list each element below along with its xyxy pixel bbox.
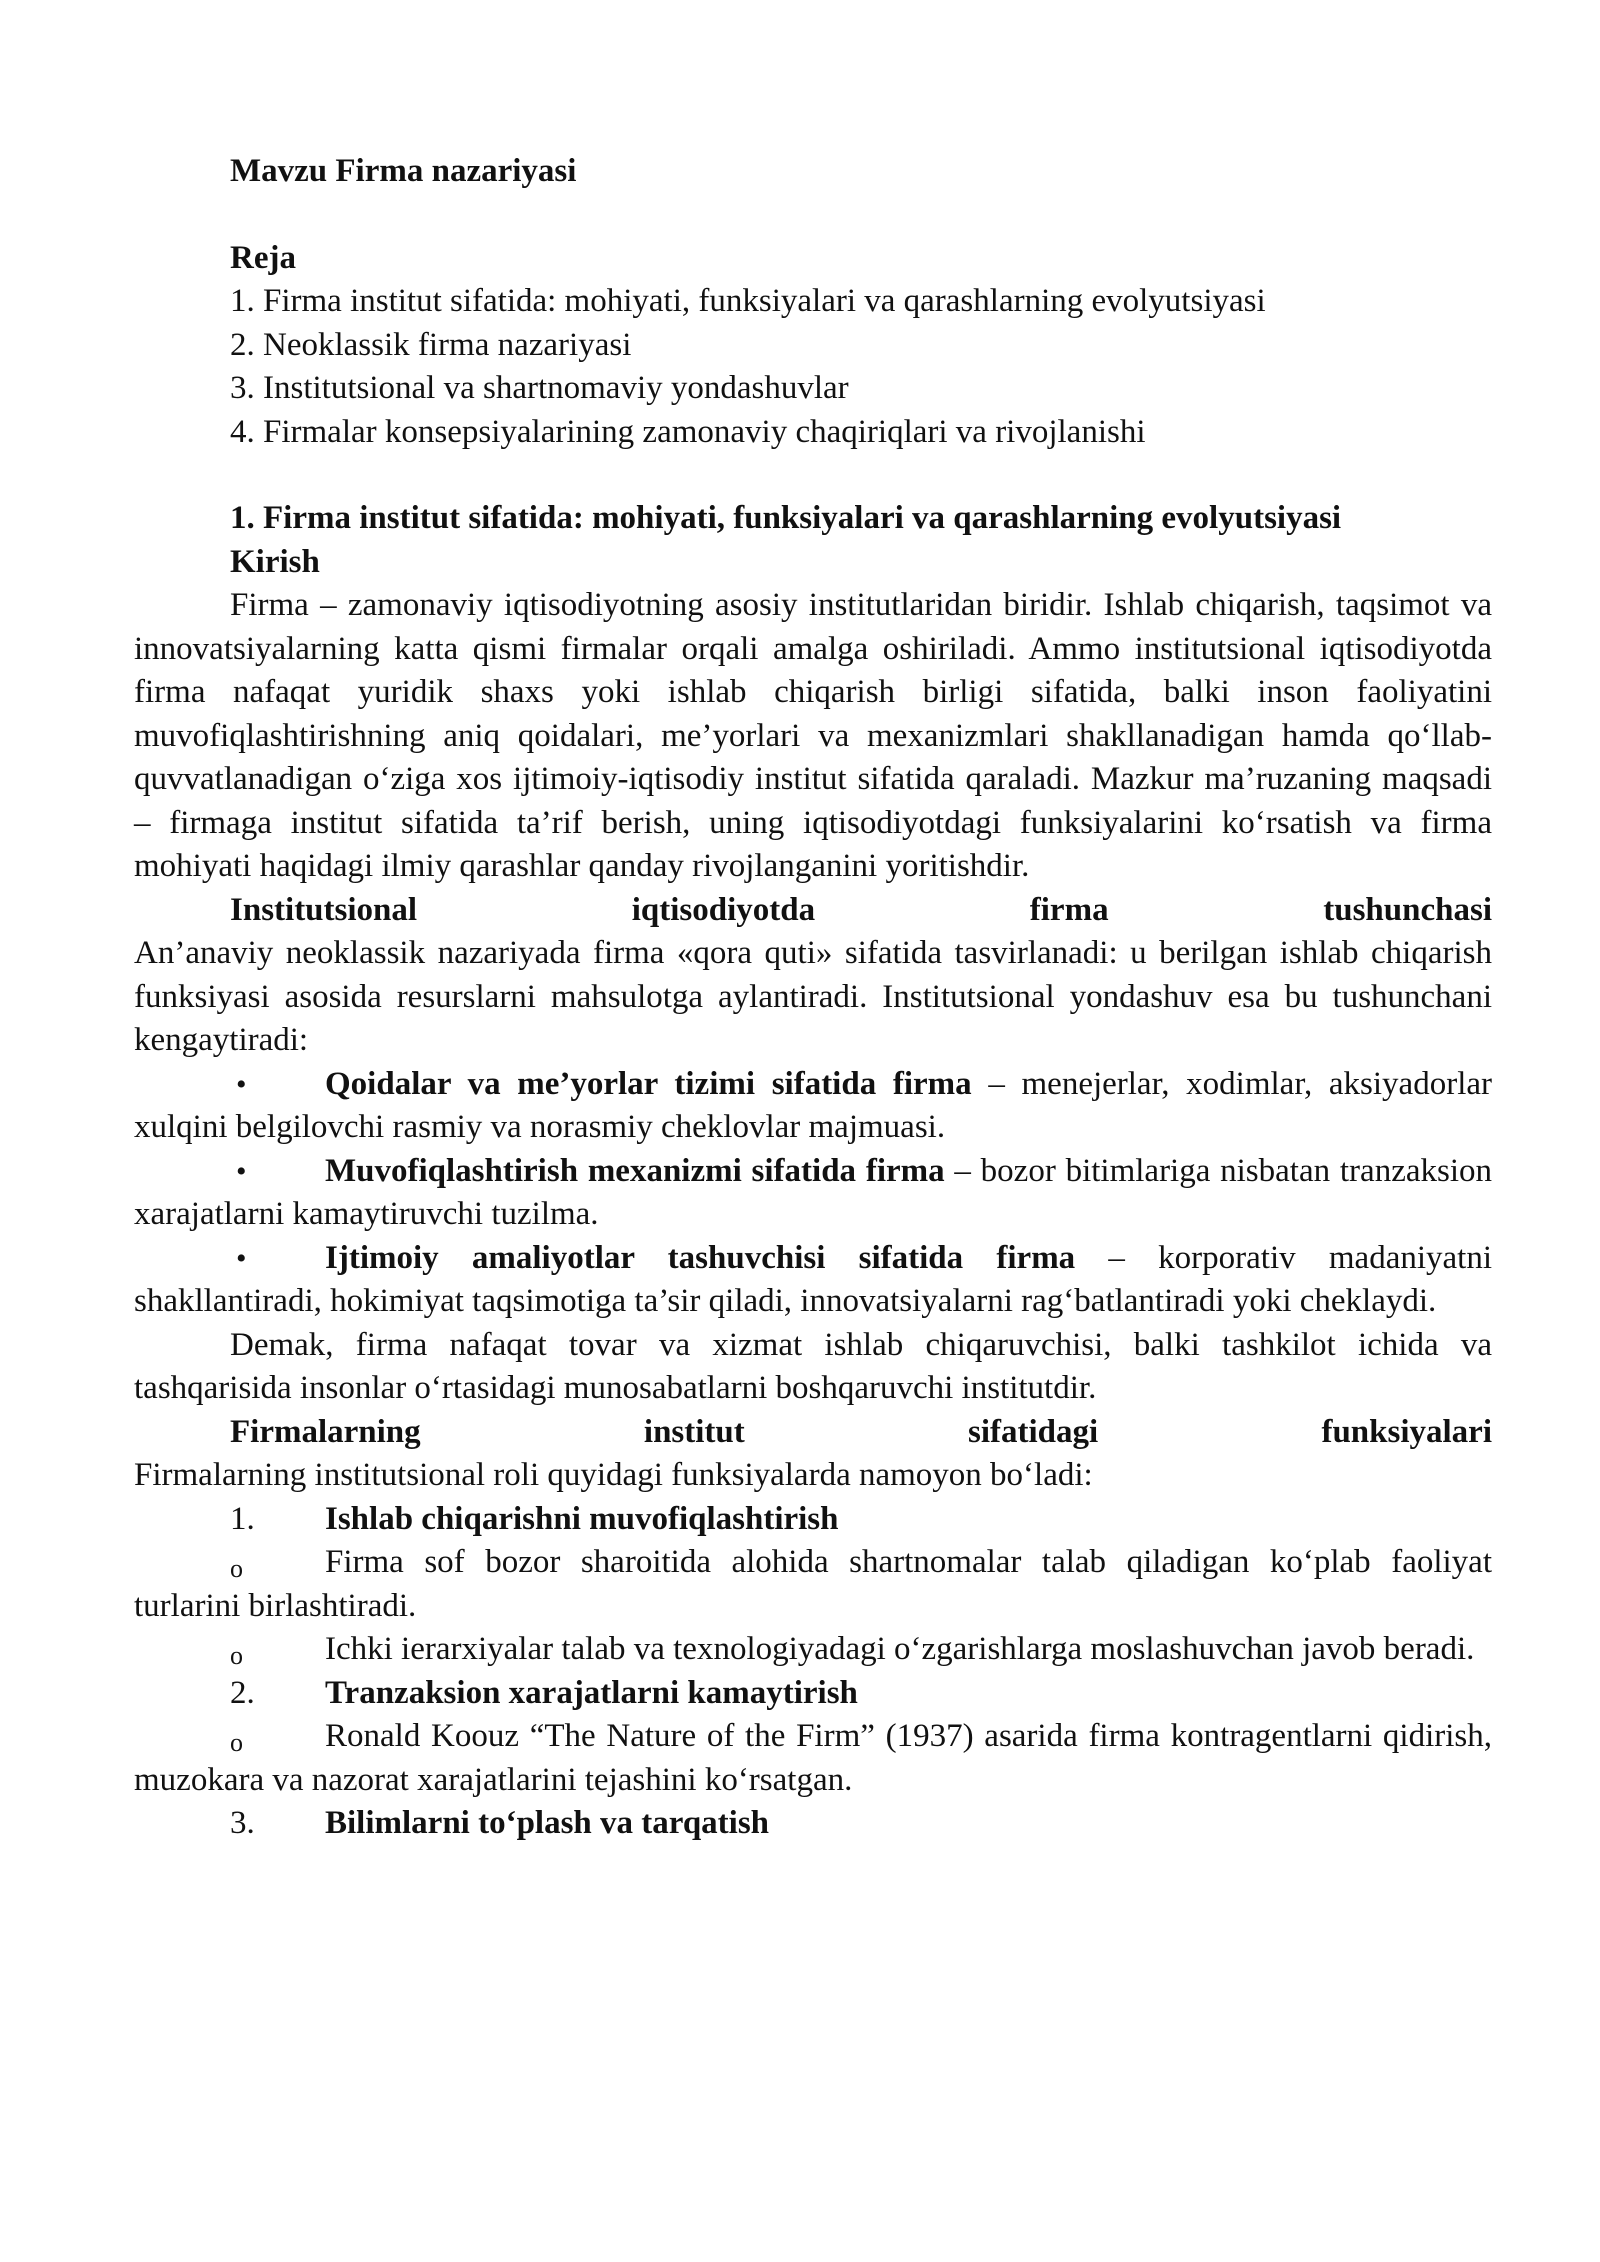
bullet-text: – bozor bitimlariga nisbatan tranzaksion xarajatlarni kamaytiruvchi tuzilma. — [134, 1152, 1492, 1232]
sub-item-text: Ronald Koouz “The Nature of the Firm” (1937) asarida firma kontragentlarni qidirish, muzokara va nazorat xarajatlarini tejashini ko‘rsatgan. — [134, 1718, 1492, 1798]
function-number: 3. — [230, 1805, 255, 1841]
plan-heading: Reja — [230, 239, 296, 276]
circle-marker: o — [230, 1728, 243, 1757]
bullet-text: – menejerlar, xodimlar, aksiyadorlar xulqini belgilovchi rasmiy va norasmiy cheklovlar majmuasi. — [134, 1065, 1493, 1145]
bullet-item — [134, 1150, 1492, 1237]
circle-marker: o — [230, 1554, 243, 1583]
function-title: Ishlab chiqarishni muvofiqlashtirish — [325, 1500, 839, 1537]
plan-item-3: 3. Institutsional va shartnomaviy yondashuvlar — [230, 370, 849, 406]
bullet-marker: • — [236, 1241, 247, 1275]
function-number: 2. — [230, 1674, 255, 1711]
plan-item-2: 2. Neoklassik firma nazariyasi — [230, 326, 632, 363]
bullet-term: Muvofiqlashtirish mexanizmi sifatida firma — [325, 1152, 945, 1189]
document-body — [134, 150, 1493, 1846]
section-heading: 1. Firma institut sifatida: mohiyati, funksiyalari va qarashlarning evolyutsiyasi — [230, 500, 1342, 536]
sub-item-text: Ichki ierarxiyalar talab va texnologiyadagi o‘zgarishlarga moslashuvchan javob beradi. — [325, 1631, 1475, 1667]
sub-item — [134, 1628, 1492, 1672]
intro-paragraph: Firma – zamonaviy iqtisodiyotning asosiy institutlaridan biridir. Ishlab chiqarish, taqsimot va innovatsiyalarning katta qismi firmalar orqali amalga oshiriladi. Ammo institutsional iqtisodiyotda firma nafaqat yuridik shaxs yoki ishlab chiqarish birligi sifatida, balki inson faoliyatini muvofiqlashtirishning aniq qoidalari, me’yorlari va mexanizmlari shakllanadigan hamda qo‘llab-quvvatlanadigan o‘ziga xos ijtimoiy-iqtisodiy institut sifatida qaraladi. Mazkur ma’ruzaning maqsadi – firmaga institut sifatida ta’rif berish, uning iqtisodiyotdagi funksiyalarini ko‘rsatish va firma mohiyati haqidagi ilmiy qarashlar qanday rivojlanganini yoritishdir. — [134, 587, 1492, 884]
function-item — [134, 1802, 1492, 1846]
function-item — [134, 1498, 1492, 1542]
concept-heading: Institutsional iqtisodiyotda firma tushunchasi — [230, 891, 1492, 928]
concept-paragraph: An’anaviy neoklassik nazariyada firma «qora quti» sifatida tasvirlanadi: u berilgan ishlab chiqarish funksiyasi asosida resurslarni mahsulotga aylantiradi. Institutsional yondashuv esa bu tushunchani kengaytiradi: — [134, 935, 1492, 1058]
sub-item — [134, 1715, 1492, 1802]
intro-heading: Kirish — [230, 543, 320, 580]
plan-item-4: 4. Firmalar konsepsiyalarining zamonaviy chaqiriqlari va rivojlanishi — [230, 413, 1146, 450]
function-title: Tranzaksion xarajatlarni kamaytirish — [325, 1674, 858, 1711]
conclusion-paragraph: Demak, firma nafaqat tovar va xizmat ishlab chiqaruvchisi, balki tashkilot ichida va tashqarisida insonlar o‘rtasidagi munosabatlarni boshqaruvchi institutdir. — [134, 1326, 1492, 1406]
bullet-item — [134, 1237, 1492, 1324]
bullet-term: Ijtimoiy amaliyotlar tashuvchisi sifatida firma — [325, 1239, 1076, 1276]
function-item — [134, 1672, 1492, 1716]
circle-marker: o — [230, 1641, 243, 1670]
document-title: Mavzu Firma nazariyasi — [230, 153, 577, 189]
function-number: 1. — [230, 1500, 255, 1537]
bullet-item — [134, 1063, 1492, 1150]
sub-item — [134, 1541, 1492, 1628]
functions-intro: Firmalarning institutsional roli quyidagi funksiyalarda namoyon bo‘ladi: — [134, 1457, 1093, 1493]
bullet-term: Qoidalar va me’yorlar tizimi sifatida firma — [325, 1065, 972, 1102]
plan-section — [134, 237, 1492, 1846]
functions-heading: Firmalarning institut sifatidagi funksiyalari — [230, 1413, 1492, 1450]
bullet-text: – korporativ madaniyatni shakllantiradi, hokimiyat taqsimotiga ta’sir qiladi, innovatsiyalarni rag‘batlantiradi yoki cheklaydi. — [134, 1239, 1493, 1319]
function-title: Bilimlarni to‘plash va tarqatish — [325, 1805, 770, 1841]
sub-item-text: Firma sof bozor sharoitida alohida shartnomalar talab qiladigan ko‘plab faoliyat turlarini birlashtiradi. — [134, 1544, 1492, 1624]
plan-item-1: 1. Firma institut sifatida: mohiyati, funksiyalari va qarashlarning evolyutsiyasi — [230, 283, 1266, 319]
bullet-marker: • — [236, 1154, 247, 1188]
bullet-marker: • — [236, 1067, 247, 1101]
